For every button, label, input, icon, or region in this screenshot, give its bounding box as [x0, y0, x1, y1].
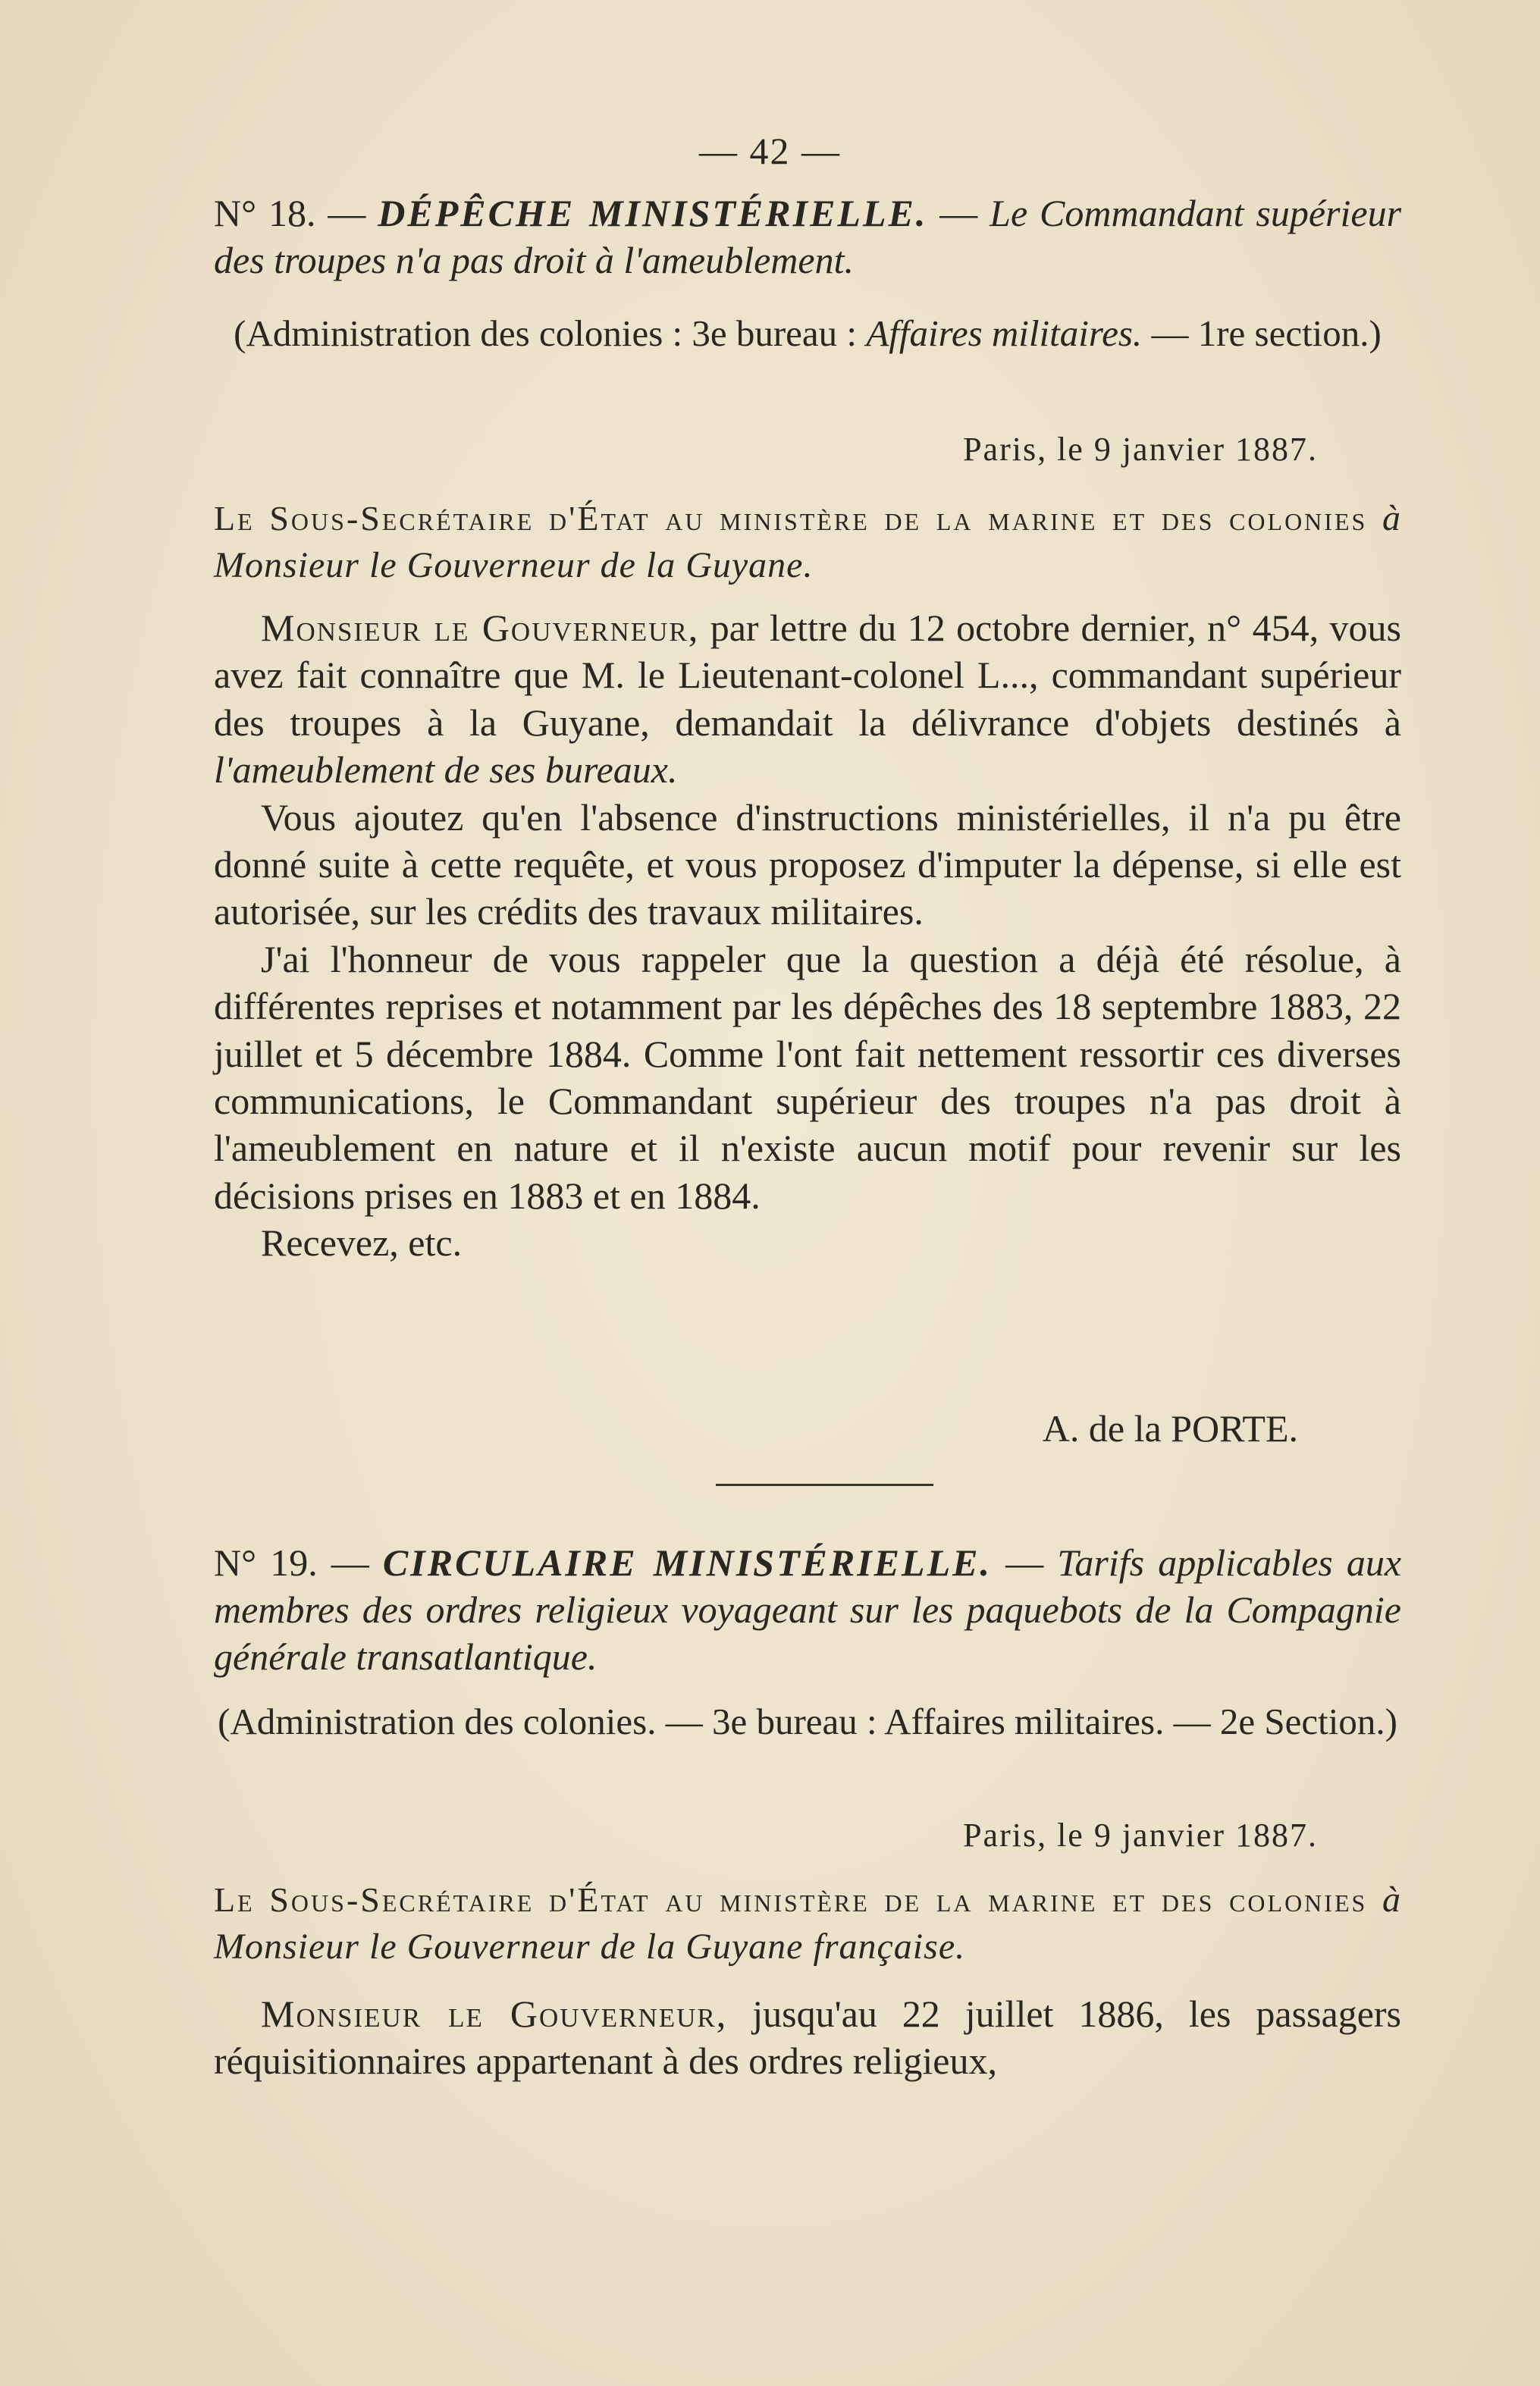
doc19-admin-1: (Administration des colonies. — 3e bureau : Affaires militaires.	[218, 1701, 1165, 1742]
doc19-recipient: à Monsieur le Gouverneur de la Guyane française.	[214, 1880, 1401, 1967]
doc19-address	[214, 1877, 1401, 1971]
doc18-dash: —	[939, 192, 978, 234]
doc18-admin	[214, 311, 1401, 356]
doc19-date: Paris, le 9 janvier 1887.	[963, 1817, 1318, 1854]
doc18-header	[214, 190, 1401, 284]
doc18-paragraph-2: Vous ajoutez qu'en l'absence d'instructions ministérielles, il n'a pu être donné suite à cette requête, et vous proposez d'imputer la dépense, si elle est autorisée, sur les crédits des travaux militaires.	[214, 795, 1401, 933]
doc18-subject: Le Commandant supérieur des troupes n'a pas droit à l'ameublement.	[214, 192, 1402, 281]
doc18-admin-2: — 1re section.)	[1151, 312, 1382, 354]
doc19-sender: Le Sous-Secrétaire d'État au ministère de la marine et des colonies	[214, 1880, 1368, 1919]
doc18-paragraph-1	[214, 604, 1401, 794]
doc18-date: Paris, le 9 janvier 1887.	[963, 431, 1318, 468]
doc19-heading	[214, 1539, 1401, 1680]
doc19-salutation: Monsieur le Gouverneur,	[261, 1993, 728, 2035]
doc19-dash: —	[1005, 1541, 1044, 1584]
doc18-p1-italic: l'ameublement de ses bureaux.	[214, 748, 678, 792]
doc18-paragraph-3: J'ai l'honneur de vous rappeler que la question a déjà été résolue, à différentes reprises et notamment par les dépêches des 18 septembre 1883, 22 juillet et 5 décembre 1884. Comme l'ont fait nettement ressortir ces diverses communications, le Commandant supérieur des troupes n'a pas droit à l'ameublement en nature et il n'existe aucun motif pour revenir sur les décisions prises en 1883 et en 1884.	[214, 937, 1401, 1217]
doc19-header	[214, 1539, 1401, 1680]
doc18-closing: Recevez, etc.	[261, 1221, 463, 1265]
doc18-number: N° 18. —	[214, 192, 366, 234]
section-divider	[716, 1484, 933, 1486]
doc19-number: N° 19. —	[214, 1541, 369, 1584]
doc19-title: CIRCULAIRE MINISTÉRIELLE.	[382, 1541, 992, 1584]
doc18-address	[214, 495, 1401, 589]
doc19-paragraph-1	[214, 1990, 1401, 2085]
doc19-subject: Tarifs applicables aux membres des ordres religieux voyageant sur les paquebots de la Compagnie générale transatlantique.	[214, 1541, 1402, 1678]
doc19-p1-text: jusqu'au 22 juillet 1886, les passagers réquisitionnaires appartenant à des ordres religieux,	[214, 1993, 1401, 2083]
doc19-admin	[214, 1699, 1401, 1745]
doc18-title: DÉPÊCHE MINISTÉRIELLE.	[378, 192, 928, 234]
doc18-sender: Le Sous-Secrétaire d'État au ministère de la marine et des colonies	[214, 499, 1368, 538]
page-number: — 42 —	[699, 130, 841, 172]
doc19-admin-2: — 2e Section.)	[1173, 1701, 1397, 1742]
doc18-admin-1: (Administration des colonies : 3e bureau :	[234, 312, 858, 354]
doc18-salutation: Monsieur le Gouverneur,	[261, 607, 700, 649]
doc18-heading	[214, 190, 1401, 284]
doc18-p1-text: par lettre du 12 octobre dernier, n° 454, vous avez fait connaître que M. le Lieutenant-colonel L..., commandant supérieur des troupes à la Guyane, demandait la délivrance d'objets destinés à	[214, 607, 1401, 744]
doc18-signature: A. de la PORTE.	[1042, 1407, 1298, 1450]
doc19-body	[214, 1990, 1401, 2085]
doc18-admin-italic: Affaires militaires.	[866, 312, 1143, 354]
doc18-body	[214, 604, 1401, 1267]
doc18-recipient: à Monsieur le Gouverneur de la Guyane.	[214, 498, 1401, 585]
